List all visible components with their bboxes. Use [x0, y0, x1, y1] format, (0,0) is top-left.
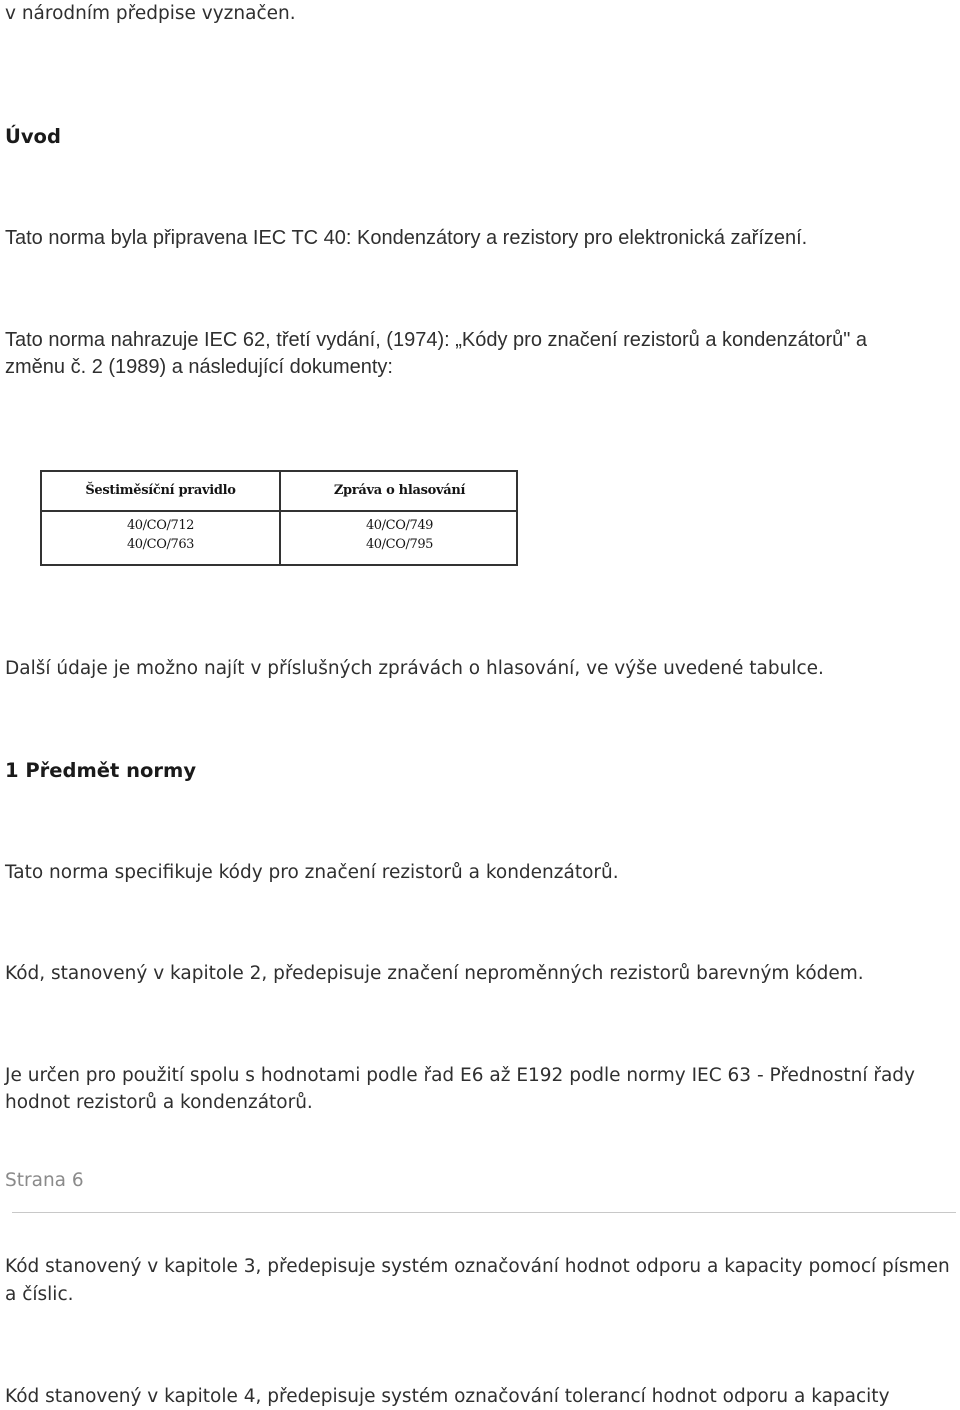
paragraph-series-line-1: Je určen pro použití spolu s hodnotami podle řad E6 až E192 podle normy IEC 63 - Přednostní řady [5, 1065, 915, 1086]
table-cell: 40/CO/749 [365, 518, 434, 533]
table-header-voting-report: Zpráva o hlasování [281, 472, 518, 512]
paragraph-specifies: Tato norma specifikuje kódy pro značení rezistorů a kondenzátorů. [5, 862, 619, 883]
table-cell: 40/CO/795 [365, 537, 434, 552]
section-heading-subject: 1 Předmět normy [5, 759, 197, 782]
paragraph-chapter-4: Kód stanovený v kapitole 4, předepisuje systém označování tolerancí hodnot odporu a kapacity [5, 1386, 890, 1407]
table-header-six-month-rule: Šestiměsíční pravidlo [42, 472, 279, 512]
page-number-label: Strana 6 [5, 1170, 84, 1191]
paragraph-prepared-by: Tato norma byla připravena IEC TC 40: Kondenzátory a rezistory pro elektronická zařízení. [5, 227, 808, 249]
section-heading-uvod: Úvod [5, 125, 61, 148]
paragraph-chapter-3-line-1: Kód stanovený v kapitole 3, předepisuje systém označování hodnot odporu a kapacity pomocí písmen [5, 1256, 950, 1277]
documents-table-image [40, 470, 518, 566]
table-column-six-month-rule [42, 472, 279, 564]
paragraph-replaces-line-1: Tato norma nahrazuje IEC 62, třetí vydání, (1974): „Kódy pro značení rezistorů a kondenzátorů" a [5, 329, 868, 351]
paragraph-further-data: Další údaje je možno najít v příslušných zprávách o hlasování, ve výše uvedené tabulce. [5, 658, 824, 679]
table-cell: 40/CO/763 [126, 537, 195, 552]
paragraph-replaces-line-2: změnu č. 2 (1989) a následující dokumenty: [5, 356, 393, 378]
table-cell-group [281, 516, 518, 554]
table-cell: 40/CO/712 [126, 518, 195, 533]
page-divider [12, 1212, 956, 1213]
table-cell-group [42, 516, 279, 554]
paragraph-chapter-3-line-2: a číslic. [5, 1284, 74, 1305]
paragraph-continuation: v národním předpise vyznačen. [5, 3, 296, 24]
paragraph-series-line-2: hodnot rezistorů a kondenzátorů. [5, 1092, 313, 1113]
table-column-voting-report [279, 472, 518, 564]
paragraph-chapter-2: Kód, stanovený v kapitole 2, předepisuje značení neproměnných rezistorů barevným kódem. [5, 963, 864, 984]
